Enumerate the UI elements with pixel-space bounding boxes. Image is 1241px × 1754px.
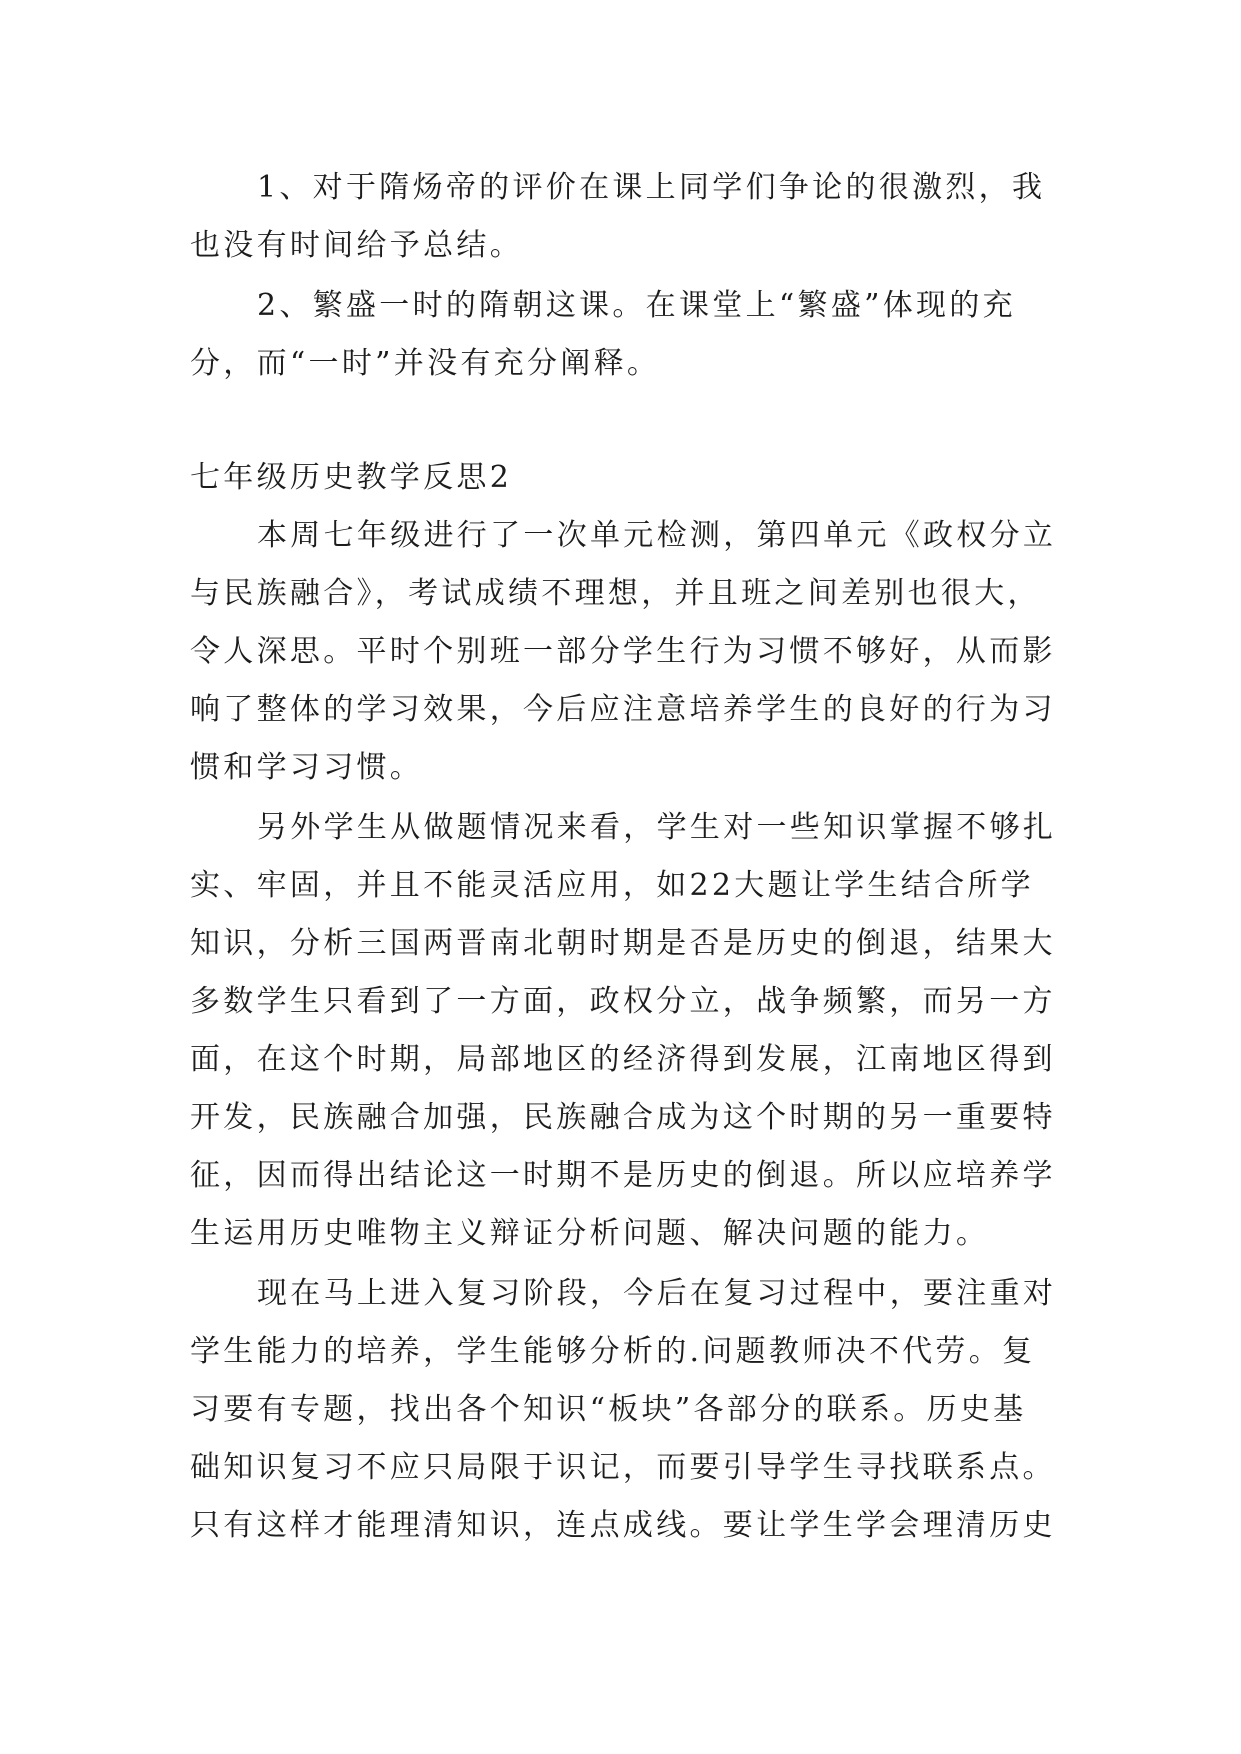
paragraph-line: 征，因而得出结论这一时期不是历史的倒退。所以应培养学	[190, 1158, 1056, 1193]
paragraph-line: 开发，民族融合加强，民族融合成为这个时期的另一重要特	[190, 1100, 1056, 1135]
paragraph-line: 现在马上进入复习阶段，今后在复习过程中，要注重对	[257, 1276, 1057, 1311]
section-heading: 七年级历史教学反思2	[190, 460, 513, 495]
paragraph-line: 另外学生从做题情况来看，学生对一些知识掌握不够扎	[257, 810, 1057, 845]
paragraph-line: 分，而“一时”并没有充分阐释。	[190, 346, 661, 381]
paragraph-line: 与民族融合》，考试成绩不理想，并且班之间差别也很大，	[190, 576, 1041, 611]
paragraph-line: 实、牢固，并且不能灵活应用，如22大题让学生结合所学	[190, 868, 1034, 903]
paragraph-line: 础知识复习不应只局限于识记，而要引导学生寻找联系点。	[190, 1450, 1056, 1485]
paragraph-line: 2、繁盛一时的隋朝这课。在课堂上“繁盛”体现的充	[257, 288, 1016, 323]
paragraph-line: 生运用历史唯物主义辩证分析问题、解决问题的能力。	[190, 1216, 990, 1251]
paragraph-line: 知识，分析三国两晋南北朝时期是否是历史的倒退，结果大	[190, 926, 1056, 961]
paragraph-line: 面，在这个时期，局部地区的经济得到发展，江南地区得到	[190, 1042, 1056, 1077]
paragraph-line: 多数学生只看到了一方面，政权分立，战争频繁，而另一方	[190, 984, 1056, 1019]
paragraph-line: 响了整体的学习效果，今后应注意培养学生的良好的行为习	[190, 692, 1056, 727]
paragraph-line: 学生能力的培养，学生能够分析的.问题教师决不代劳。复	[190, 1334, 1036, 1369]
paragraph-line: 1、对于隋炀帝的评价在课上同学们争论的很激烈，我	[257, 170, 1046, 205]
paragraph-line: 惯和学习习惯。	[190, 750, 424, 785]
paragraph-line: 也没有时间给予总结。	[190, 228, 523, 263]
paragraph-line: 本周七年级进行了一次单元检测，第四单元《政权分立	[257, 518, 1057, 553]
paragraph-line: 令人深思。平时个别班一部分学生行为习惯不够好，从而影	[190, 634, 1056, 669]
paragraph-line: 习要有专题，找出各个知识“板块”各部分的联系。历史基	[190, 1392, 1027, 1427]
paragraph-line: 只有这样才能理清知识，连点成线。要让学生学会理清历史	[190, 1508, 1056, 1543]
